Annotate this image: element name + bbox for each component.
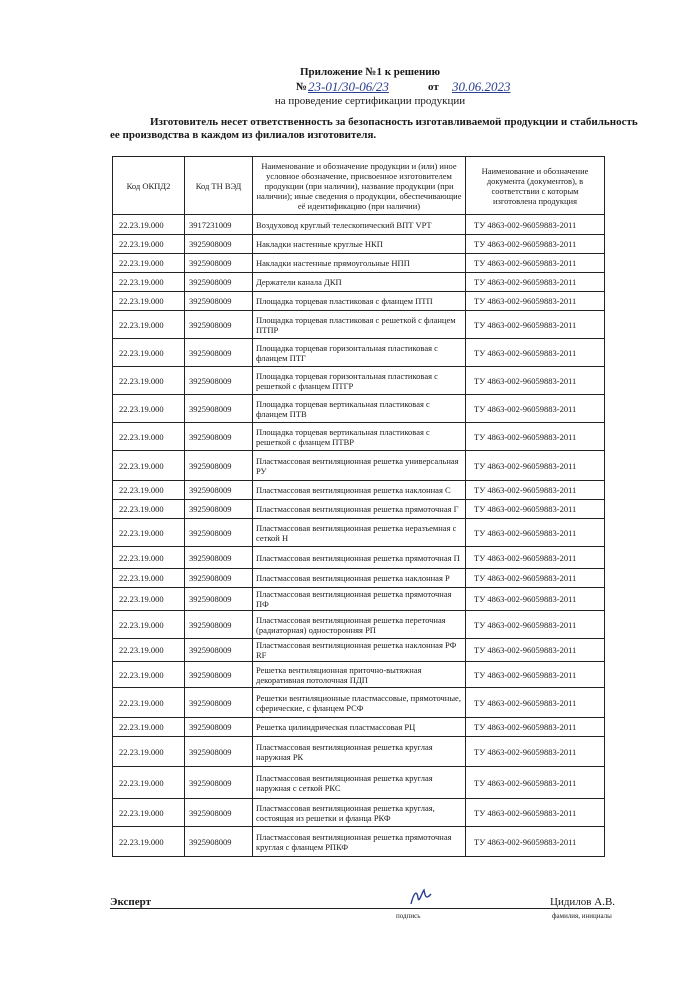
document-cell: ТУ 4863-002-96059883-2011: [466, 423, 605, 451]
tnved-code-cell: 3925908009: [185, 611, 253, 639]
document-cell: ТУ 4863-002-96059883-2011: [466, 737, 605, 767]
table-row: [113, 799, 605, 827]
tnved-code-cell: 3925908009: [185, 827, 253, 857]
document-cell: ТУ 4863-002-96059883-2011: [466, 292, 605, 311]
product-name-cell: Пластмассовая вентиляционная решетка наклонная С: [253, 481, 466, 500]
table-row: [113, 367, 605, 395]
okpd-code-cell: 22.23.19.000: [113, 292, 185, 311]
table-row: [113, 395, 605, 423]
okpd-code-cell: 22.23.19.000: [113, 662, 185, 688]
table-header-row: [113, 157, 605, 215]
decision-number-line: [0, 79, 700, 95]
tnved-code-cell: 3925908009: [185, 451, 253, 481]
manufacturer-statement: Изготовитель несет ответственность за безопасность изготавливаемой продукции и стабильность ее производства в каждом из филиалов изготовителя.: [110, 116, 638, 141]
product-name-cell: Пластмассовая вентиляционная решетка наклонная Р: [253, 569, 466, 588]
okpd-code-cell: 22.23.19.000: [113, 588, 185, 611]
okpd-code-cell: 22.23.19.000: [113, 611, 185, 639]
table-row: [113, 519, 605, 547]
okpd-code-cell: 22.23.19.000: [113, 395, 185, 423]
tnved-code-cell: 3925908009: [185, 662, 253, 688]
signature-caption: подпись: [396, 912, 421, 920]
signer-name: Цидилов А.В.: [550, 896, 616, 908]
table-row: [113, 688, 605, 718]
product-name-cell: Площадка торцевая пластиковая с фланцем ПТП: [253, 292, 466, 311]
document-cell: ТУ 4863-002-96059883-2011: [466, 500, 605, 519]
tnved-code-cell: 3925908009: [185, 688, 253, 718]
okpd-code-cell: 22.23.19.000: [113, 367, 185, 395]
tnved-code-cell: 3925908009: [185, 569, 253, 588]
date-prefix: от: [428, 81, 439, 93]
table-row: [113, 215, 605, 235]
table-row: [113, 827, 605, 857]
table-row: [113, 639, 605, 662]
table-row: [113, 292, 605, 311]
tnved-code-cell: 3917231009: [185, 215, 253, 235]
table-row: [113, 311, 605, 339]
table-row: [113, 547, 605, 569]
tnved-code-cell: 3925908009: [185, 799, 253, 827]
okpd-code-cell: 22.23.19.000: [113, 273, 185, 292]
table-row: [113, 767, 605, 799]
tnved-code-cell: 3925908009: [185, 500, 253, 519]
okpd-code-cell: 22.23.19.000: [113, 481, 185, 500]
product-name-cell: Пластмассовая вентиляционная решетка круглая, состоящая из решетки и фланца РКФ: [253, 799, 466, 827]
tnved-code-cell: 3925908009: [185, 235, 253, 254]
tnved-code-cell: 3925908009: [185, 737, 253, 767]
document-cell: ТУ 4863-002-96059883-2011: [466, 395, 605, 423]
okpd-code-cell: 22.23.19.000: [113, 500, 185, 519]
document-cell: ТУ 4863-002-96059883-2011: [466, 827, 605, 857]
okpd-code-cell: 22.23.19.000: [113, 215, 185, 235]
product-name-cell: Пластмассовая вентиляционная решетка переточная (радиаторная) односторонняя РП: [253, 611, 466, 639]
appendix-subtitle: на проведение сертификации продукции: [274, 95, 466, 107]
handwritten-decision-number: 23-01/30-06/23: [308, 79, 389, 94]
table-row: [113, 235, 605, 254]
tnved-code-cell: 3925908009: [185, 367, 253, 395]
table-row: [113, 588, 605, 611]
product-name-cell: Накладки настенные круглые НКП: [253, 235, 466, 254]
product-name-cell: Пластмассовая вентиляционная решетка круглая наружная РК: [253, 737, 466, 767]
product-name-cell: Решетка цилиндрическая пластмассовая РЦ: [253, 718, 466, 737]
handwritten-signature: [408, 886, 434, 908]
okpd-code-cell: 22.23.19.000: [113, 519, 185, 547]
table-row: [113, 481, 605, 500]
product-name-cell: Решетка вентиляционная приточно-вытяжная декоративная потолочная ПДП: [253, 662, 466, 688]
product-name-cell: Пластмассовая вентиляционная решетка круглая наружная с сеткой РКС: [253, 767, 466, 799]
table-row: [113, 423, 605, 451]
document-cell: ТУ 4863-002-96059883-2011: [466, 339, 605, 367]
tnved-code-cell: 3925908009: [185, 547, 253, 569]
document-cell: ТУ 4863-002-96059883-2011: [466, 519, 605, 547]
okpd-code-cell: 22.23.19.000: [113, 254, 185, 273]
tnved-code-cell: 3925908009: [185, 254, 253, 273]
okpd-code-cell: 22.23.19.000: [113, 235, 185, 254]
document-cell: ТУ 4863-002-96059883-2011: [466, 569, 605, 588]
document-cell: ТУ 4863-002-96059883-2011: [466, 588, 605, 611]
okpd-code-cell: 22.23.19.000: [113, 827, 185, 857]
product-name-cell: Площадка торцевая горизонтальная пластиковая с фланцем ПТГ: [253, 339, 466, 367]
table-row: [113, 737, 605, 767]
tnved-code-cell: 3925908009: [185, 292, 253, 311]
number-sign: №: [296, 81, 308, 93]
appendix-title: Приложение №1 к решению: [299, 66, 441, 78]
okpd-code-cell: 22.23.19.000: [113, 339, 185, 367]
okpd-code-cell: 22.23.19.000: [113, 569, 185, 588]
document-header: [0, 66, 700, 108]
header-product-name: Наименование и обозначение продукции и (или) иное условное обозначение, присвоенное изготовителем продукции (при наличии), название продукции (при наличии); иные сведения о продукции, обеспечивающие её идентификацию (при наличии): [253, 157, 466, 215]
document-cell: ТУ 4863-002-96059883-2011: [466, 481, 605, 500]
product-name-cell: Воздуховод круглый телескопический ВПТ VPT: [253, 215, 466, 235]
document-cell: ТУ 4863-002-96059883-2011: [466, 254, 605, 273]
okpd-code-cell: 22.23.19.000: [113, 718, 185, 737]
product-name-cell: Накладки настенные прямоугольные НПП: [253, 254, 466, 273]
table-row: [113, 662, 605, 688]
okpd-code-cell: 22.23.19.000: [113, 451, 185, 481]
tnved-code-cell: 3925908009: [185, 273, 253, 292]
product-name-cell: Пластмассовая вентиляционная решетка наклонная РФ RF: [253, 639, 466, 662]
table-row: [113, 451, 605, 481]
tnved-code-cell: 3925908009: [185, 395, 253, 423]
header-document: Наименование и обозначение документа (документов), в соответствии с которым изготовлена продукция: [466, 157, 605, 215]
signature-line: [110, 908, 610, 909]
okpd-code-cell: 22.23.19.000: [113, 737, 185, 767]
product-name-cell: Пластмассовая вентиляционная решетка универсальная РУ: [253, 451, 466, 481]
document-cell: ТУ 4863-002-96059883-2011: [466, 611, 605, 639]
product-name-cell: Пластмассовая вентиляционная решетка прямоточная Г: [253, 500, 466, 519]
document-cell: ТУ 4863-002-96059883-2011: [466, 273, 605, 292]
document-cell: ТУ 4863-002-96059883-2011: [466, 662, 605, 688]
okpd-code-cell: 22.23.19.000: [113, 799, 185, 827]
okpd-code-cell: 22.23.19.000: [113, 767, 185, 799]
header-tnved: Код ТН ВЭД: [185, 157, 253, 215]
tnved-code-cell: 3925908009: [185, 639, 253, 662]
product-name-cell: Пластмассовая вентиляционная решетка прямоточная П: [253, 547, 466, 569]
document-cell: ТУ 4863-002-96059883-2011: [466, 451, 605, 481]
table-row: [113, 273, 605, 292]
table-row: [113, 718, 605, 737]
tnved-code-cell: 3925908009: [185, 481, 253, 500]
document-cell: ТУ 4863-002-96059883-2011: [466, 639, 605, 662]
product-name-cell: Пластмассовая вентиляционная решетка прямоточная ПФ: [253, 588, 466, 611]
tnved-code-cell: 3925908009: [185, 311, 253, 339]
product-name-cell: Держатели канала ДКП: [253, 273, 466, 292]
handwritten-decision-date: 30.06.2023: [452, 79, 511, 94]
header-okpd: Код ОКПД2: [113, 157, 185, 215]
table-row: [113, 500, 605, 519]
okpd-code-cell: 22.23.19.000: [113, 688, 185, 718]
document-cell: ТУ 4863-002-96059883-2011: [466, 235, 605, 254]
product-name-cell: Пластмассовая вентиляционная решетка неразъемная с сеткой Н: [253, 519, 466, 547]
document-cell: ТУ 4863-002-96059883-2011: [466, 367, 605, 395]
okpd-code-cell: 22.23.19.000: [113, 547, 185, 569]
document-cell: ТУ 4863-002-96059883-2011: [466, 311, 605, 339]
tnved-code-cell: 3925908009: [185, 767, 253, 799]
product-name-cell: Решетки вентиляционные пластмассовые, прямоточные, сферические, с фланцем РСФ: [253, 688, 466, 718]
tnved-code-cell: 3925908009: [185, 588, 253, 611]
product-name-cell: Площадка торцевая пластиковая с решеткой с фланцем ПТПР: [253, 311, 466, 339]
table-row: [113, 339, 605, 367]
product-name-cell: Площадка торцевая вертикальная пластиковая с решеткой с фланцем ПТВР: [253, 423, 466, 451]
expert-label: Эксперт: [110, 896, 152, 908]
document-cell: ТУ 4863-002-96059883-2011: [466, 215, 605, 235]
signature-block: [0, 892, 700, 932]
okpd-code-cell: 22.23.19.000: [113, 639, 185, 662]
tnved-code-cell: 3925908009: [185, 519, 253, 547]
table-row: [113, 611, 605, 639]
tnved-code-cell: 3925908009: [185, 423, 253, 451]
table-row: [113, 569, 605, 588]
product-name-cell: Площадка торцевая вертикальная пластиковая с фланцем ПТВ: [253, 395, 466, 423]
tnved-code-cell: 3925908009: [185, 718, 253, 737]
tnved-code-cell: 3925908009: [185, 339, 253, 367]
table-body: [113, 215, 605, 857]
signer-caption: фамилия, инициалы: [552, 912, 612, 920]
table-row: [113, 254, 605, 273]
document-cell: ТУ 4863-002-96059883-2011: [466, 688, 605, 718]
document-cell: ТУ 4863-002-96059883-2011: [466, 799, 605, 827]
document-cell: ТУ 4863-002-96059883-2011: [466, 547, 605, 569]
okpd-code-cell: 22.23.19.000: [113, 423, 185, 451]
okpd-code-cell: 22.23.19.000: [113, 311, 185, 339]
product-name-cell: Пластмассовая вентиляционная решетка прямоточная круглая с фланцем РПКФ: [253, 827, 466, 857]
document-cell: ТУ 4863-002-96059883-2011: [466, 718, 605, 737]
product-name-cell: Площадка торцевая горизонтальная пластиковая с решеткой с фланцем ПТГР: [253, 367, 466, 395]
document-cell: ТУ 4863-002-96059883-2011: [466, 767, 605, 799]
products-table: [112, 156, 605, 857]
